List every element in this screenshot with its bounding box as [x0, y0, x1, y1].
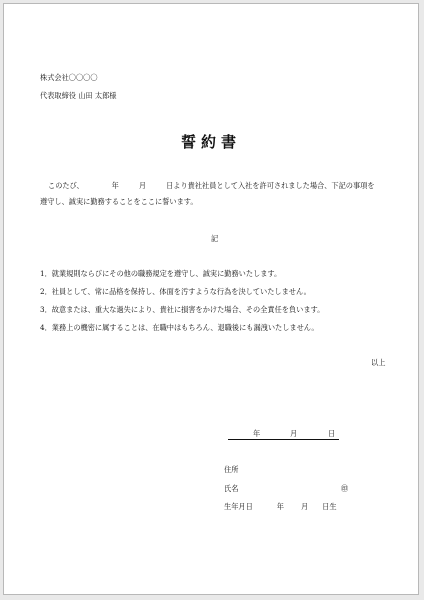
- intro-line-2: 遵守し、誠実に勤務することをここに誓います。: [40, 197, 198, 206]
- address-label: 住所: [224, 465, 239, 474]
- intro-year: 年: [111, 181, 119, 190]
- date-month: 月: [290, 429, 298, 438]
- dob-day: 日生: [322, 502, 337, 511]
- date-year: 年: [253, 429, 261, 438]
- clause-1: 1．就業規則ならびにその他の職務規定を遵守し、誠実に勤務いたします。: [40, 269, 282, 278]
- seal-mark: ㊞: [341, 484, 349, 493]
- intro-month: 月: [138, 181, 147, 190]
- dob-year: 年: [276, 502, 284, 511]
- document-title: 誓約書: [180, 133, 241, 151]
- intro-prefix: このたび、: [48, 181, 84, 190]
- date-underline: [228, 439, 339, 440]
- representative-name: 代表取締役 山田 太郎様: [40, 91, 117, 100]
- intro-rest: 日より貴社社員として入社を許可されました場合、下記の事項を: [166, 181, 375, 190]
- dob-line: [224, 503, 337, 512]
- dob-label: 生年月日: [224, 502, 253, 511]
- company-name: 株式会社〇〇〇〇: [40, 73, 98, 82]
- dob-month: 月: [300, 502, 309, 511]
- clause-4: 4．業務上の機密に属することは、在職中はもちろん、退職後にも漏洩いたしません。: [40, 323, 319, 332]
- ki-heading: 記: [211, 234, 219, 243]
- name-label: 氏名: [224, 484, 239, 493]
- closing-ijo: 以上: [371, 358, 386, 367]
- document-page: [3, 3, 419, 595]
- date-day: 日: [328, 429, 336, 438]
- clause-3: 3．故意または、重大な過失により、貴社に損害をかけた場合、その全責任を負います。: [40, 305, 325, 314]
- clause-2: 2．社員として、常に品格を保持し、体面を汚すような行為を決していたしません。: [40, 287, 311, 296]
- intro-line-1: [48, 182, 375, 191]
